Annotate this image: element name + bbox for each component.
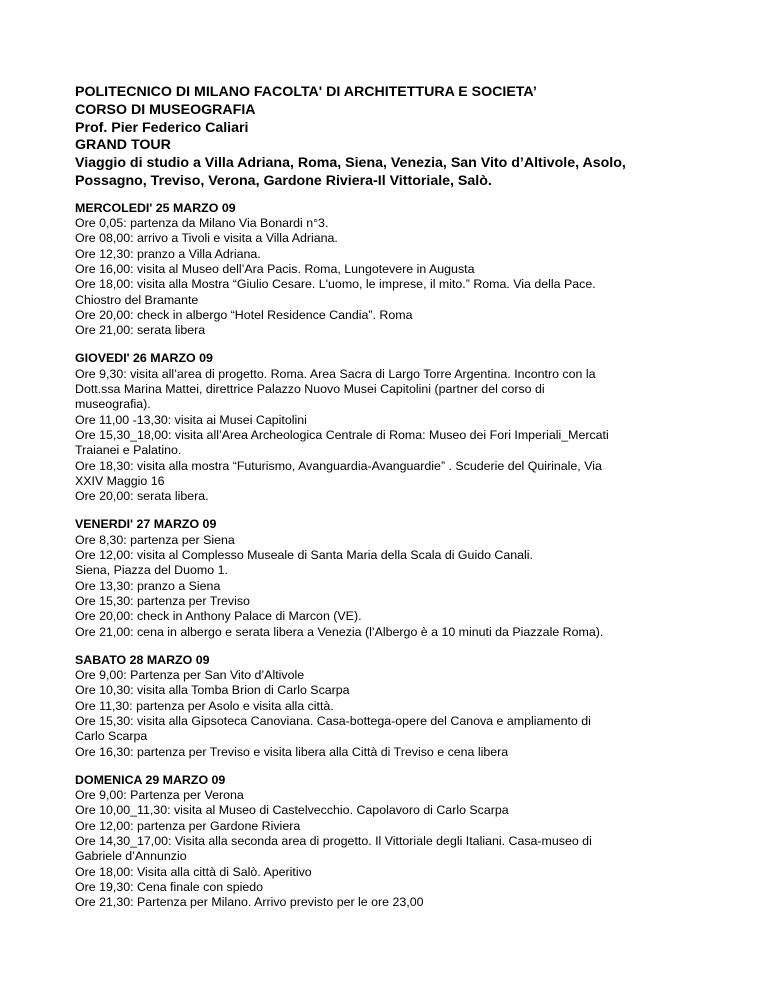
schedule-line: Siena, Piazza del Duomo 1. [75, 563, 228, 578]
day-section-saturday [75, 653, 715, 760]
schedule-line: Ore 8,30: partenza per Siena [75, 532, 235, 547]
schedule-line: Gabriele d’Annunzio [75, 849, 187, 864]
day-section-sunday [75, 773, 715, 911]
schedule-line: Ore 19,30: Cena finale con spiedo [75, 879, 264, 894]
document-header [75, 84, 715, 191]
day-section-wednesday [75, 201, 715, 339]
schedule-line: Ore 13,30: pranzo a Siena [75, 578, 221, 593]
schedule-line: Ore 21,00: serata libera [75, 323, 206, 338]
schedule-line: Ore 9,30: visita all’area di progetto. Roma. Area Sacra di Largo Torre Argentina. Incontro con la [75, 366, 596, 381]
schedule-line: Ore 16,30: partenza per Treviso e visita libera alla Città di Treviso e cena libera [75, 744, 509, 759]
schedule-line: Ore 15,30: partenza per Treviso [75, 593, 250, 608]
schedule-line: Ore 11,00 -13,30: visita ai Musei Capitolini [75, 412, 307, 427]
schedule-line: Dott.ssa Marina Mattei, direttrice Palazzo Nuovo Musei Capitolini (partner del corso di [75, 382, 545, 397]
day-title: VENERDI' 27 MARZO 09 [75, 517, 217, 532]
schedule-line: Ore 18,00: Visita alla città di Salò. Aperitivo [75, 864, 312, 879]
day-title: DOMENICA 29 MARZO 09 [75, 772, 226, 787]
schedule-line: Ore 10,00_11,30: visita al Museo di Castelvecchio. Capolavoro di Carlo Scarpa [75, 803, 509, 818]
schedule-line: Carlo Scarpa [75, 729, 148, 744]
schedule-line: Ore 0,05: partenza da Milano Via Bonardi n°3. [75, 216, 329, 231]
schedule-line: Ore 10,30: visita alla Tomba Brion di Carlo Scarpa [75, 683, 350, 698]
day-title: MERCOLEDI' 25 MARZO 09 [75, 200, 236, 215]
header-line: Prof. Pier Federico Caliari [75, 119, 249, 136]
header-line: Possagno, Treviso, Verona, Gardone Riviera-Il Vittoriale, Salò. [75, 172, 492, 189]
schedule-line: Ore 12,00: visita al Complesso Museale di Santa Maria della Scala di Guido Canali. [75, 548, 533, 563]
document-page [75, 84, 715, 924]
schedule-line: Ore 9,00: Partenza per Verona [75, 788, 244, 803]
schedule-line: Ore 15,30_18,00: visita all’Area Archeologica Centrale di Roma: Museo dei Fori Imperiali_Mercati [75, 427, 609, 442]
day-section-friday [75, 517, 715, 639]
header-line: CORSO DI MUSEOGRAFIA [75, 101, 256, 118]
schedule-line: Ore 12,00: partenza per Gardone Riviera [75, 818, 301, 833]
schedule-line: Ore 21,00: cena in albergo e serata libera a Venezia (l’Albergo è a 10 minuti da Piazzale Roma). [75, 624, 604, 639]
day-title: SABATO 28 MARZO 09 [75, 652, 210, 667]
schedule-line: Ore 18,00: visita alla Mostra “Giulio Cesare. L'uomo, le imprese, il mito.” Roma. Via della Pace. [75, 277, 596, 292]
schedule-line: Ore 15,30: visita alla Gipsoteca Canoviana. Casa-bottega-opere del Canova e ampliamento di [75, 713, 591, 728]
day-title: GIOVEDI' 26 MARZO 09 [75, 351, 213, 366]
schedule-line: Ore 12,30: pranzo a Villa Adriana. [75, 246, 261, 261]
schedule-line: Ore 08,00: arrivo a Tivoli e visita a Villa Adriana. [75, 231, 338, 246]
schedule-line: XXIV Maggio 16 [75, 473, 165, 488]
header-line: POLITECNICO DI MILANO FACOLTA' DI ARCHITETTURA E SOCIETA’ [75, 84, 537, 100]
schedule-line: Ore 20,00: serata libera. [75, 489, 209, 504]
day-section-thursday [75, 351, 715, 504]
schedule-line: Ore 11,30: partenza per Asolo e visita alla città. [75, 698, 334, 713]
schedule-line: Ore 16,00: visita al Museo dell’Ara Pacis. Roma, Lungotevere in Augusta [75, 261, 475, 276]
schedule-line: museografia). [75, 397, 151, 412]
schedule-line: Traianei e Palatino. [75, 443, 182, 458]
header-line: GRAND TOUR [75, 137, 171, 154]
schedule-line: Chiostro del Bramante [75, 292, 199, 307]
schedule-line: Ore 18,30: visita alla mostra “Futurismo, Avanguardia-Avanguardie” . Scuderie del Quirinale, Via [75, 458, 602, 473]
schedule-line: Ore 21,30: Partenza per Milano. Arrivo previsto per le ore 23,00 [75, 895, 424, 910]
schedule-line: Ore 9,00: Partenza per San Vito d’Altivole [75, 668, 305, 683]
header-line: Viaggio di studio a Villa Adriana, Roma, Siena, Venezia, San Vito d’Altivole, Asolo, [75, 155, 626, 172]
schedule-line: Ore 14,30_17,00: Visita alla seconda area di progetto. Il Vittoriale degli Italiani. Casa-museo di [75, 834, 592, 849]
schedule-line: Ore 20,00: check in Anthony Palace di Marcon (VE). [75, 609, 362, 624]
schedule-line: Ore 20,00: check in albergo “Hotel Residence Candia”. Roma [75, 307, 413, 322]
